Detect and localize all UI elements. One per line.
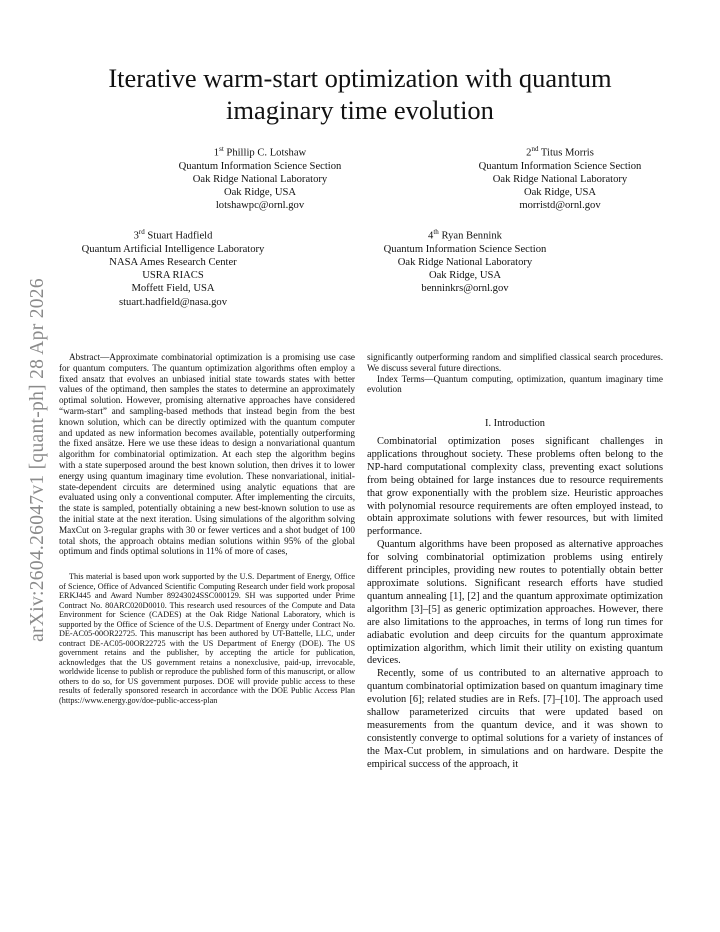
author-email: morristd@ornl.gov: [519, 200, 601, 212]
section-heading: I. Introduction: [484, 418, 546, 429]
paper-title: Iterative warm-start optimization with quantum imaginary time evolution: [108, 63, 612, 125]
author-4: 4th Ryan Bennink Quantum Information Science Section Oak Ridge National Laboratory Oak Ridge, USA benninkrs@ornl.gov: [365, 226, 565, 296]
introduction-body: [367, 436, 663, 772]
arxiv-sidebar: [18, 250, 58, 670]
abstract-text: Abstract—Approximate combinatorial optimization is a promising use case for quantum computers. The quantum optimization algorithms often employ a fixed ansatz that evolves an unbiased initial state towards states with better values of the optimand, then samples the states to determine an approximately optimal solution. However, promising alternative approaches have considered “warm-start” and sampling-based methods that instead begin from the best known solution, which can be directly optimized with the quantum computer and updated as new information becomes available, potentially outperforming the fixed ansätze. Here we use these ideas to design a nonvariational quantum algorithm for combinatorial optimization. At each step the algorithm begins with a state superposed around the best known solution, then drives it to lower energy using quantum imaginary time evolution. These nonvariational, initial-state-dependent circuits are determined using analytic equations that are evaluated using only a conventional computer. After implementing the circuits, the state is sampled, potentially obtaining a new best-known solution to use as the initial state at the next iteration. Using simulations of the algorithm solving MaxCut on 3-regular graphs with 30 or fewer vertices and a shot budget of 100 total shots, the approach obtains median solutions within 95% of the global optimum and finds optimal solutions in 11% of more of cases,: [59, 352, 355, 557]
author-name: Titus Morris: [540, 147, 594, 159]
author-2: 2nd Titus Morris Quantum Information Science Section Oak Ridge National Laboratory Oak Ridge, USA morristd@ornl.gov: [460, 143, 660, 213]
author-email: stuart.hadfield@nasa.gov: [118, 296, 227, 308]
arxiv-identifier: arXiv:2604.26047v1 [quant-ph] 28 Apr 2026: [27, 278, 48, 642]
abstract-cont-text: significantly outperforming random and simplified classical search procedures. We discuss several future directions.: [367, 352, 663, 373]
intro-paragraph: Quantum algorithms have been proposed as alternative approaches for solving combinatorial optimization problems using entirely different principles, providing new routes to potentially obtain better approximate solutions. Significant research efforts have studied quantum annealing [1], [2] and the quantum approximate optimization algorithm [3]–[5] as generic optimization approaches. However, there are also limitations to the approaches, in terms of long run times for adiabatic evolution and deep circuits for the quantum approximate optimization algorithm, which limit their utility on existing quantum devices.: [367, 539, 663, 667]
author-email: benninkrs@ornl.gov: [421, 283, 509, 295]
footnote-text: This material is based upon work supported by the U.S. Department of Energy, Office of Science, Office of Advanced Scientific Computing Research under field work proposal ERKJ445 and Award Number 89243024SSC000129. SH was supported under Prime Contract No. 80ARC020D0010. This research used resources of the Compute and Data Environment for Science (CADES) at the Oak Ridge National Laboratory, which is supported by the Office of Science of the U.S. Department of Energy under Contract No. DE-AC05-00OR22725. This manuscript has been authored by UT-Battelle, LLC, under contract DE-AC05-00OR22725 with the US Department of Energy (DOE). The US government retains and the publisher, by accepting the article for publication, acknowledges that the US government retains a nonexclusive, paid-up, irrevocable, worldwide license to publish or reproduce the published form of this manuscript, or allow others to do so, for US government purposes. DOE will provide public access to these results of federally sponsored research in accordance with the DOE Public Access Plan (https://www.energy.gov/doe-public-access-plan: [59, 572, 355, 705]
abstract: [59, 352, 355, 557]
author-1: 1st Phillip C. Lotshaw Quantum Information Science Section Oak Ridge National Laboratory Oak Ridge, USA lotshawpc@ornl.gov: [160, 143, 360, 213]
author-name: Phillip C. Lotshaw: [226, 147, 307, 159]
funding-footnote: [59, 572, 355, 705]
author-name: Ryan Bennink: [441, 230, 502, 242]
author-3: 3rd Stuart Hadfield Quantum Artificial Intelligence Laboratory NASA Ames Research Center USRA RIACS Moffett Field, USA stuart.hadfield@nasa.gov: [48, 226, 298, 309]
abstract-continuation: [367, 352, 663, 395]
intro-paragraph: Combinatorial optimization poses significant challenges in applications throughout society. These problems often belong to the NP-hard computational complexity class, preventing exact solutions from being obtained for large instances due to resource requirements that grow exponentially with the problem size. Heuristic approaches with polynomial resource requirements are often employed instead, to obtain approximate solutions with fewer resources, but with limited performance.: [367, 436, 663, 538]
author-email: lotshawpc@ornl.gov: [215, 200, 305, 212]
intro-paragraph: Recently, some of us contributed to an alternative approach to quantum combinatorial optimization based on quantum imaginary time evolution [6]; related studies are in Refs. [7]–[10]. The approach used shallow parameterized circuits that were updated based on measurements from the quantum device, and it was shown to consistently converge to optimal solutions for a variety of instances of the Max-Cut problem, in simulations and on hardware. Despite the empirical success of the approach, it: [367, 668, 663, 770]
author-name: Stuart Hadfield: [147, 230, 213, 242]
index-terms: Index Terms—Quantum computing, optimization, quantum imaginary time evolution: [367, 373, 663, 395]
